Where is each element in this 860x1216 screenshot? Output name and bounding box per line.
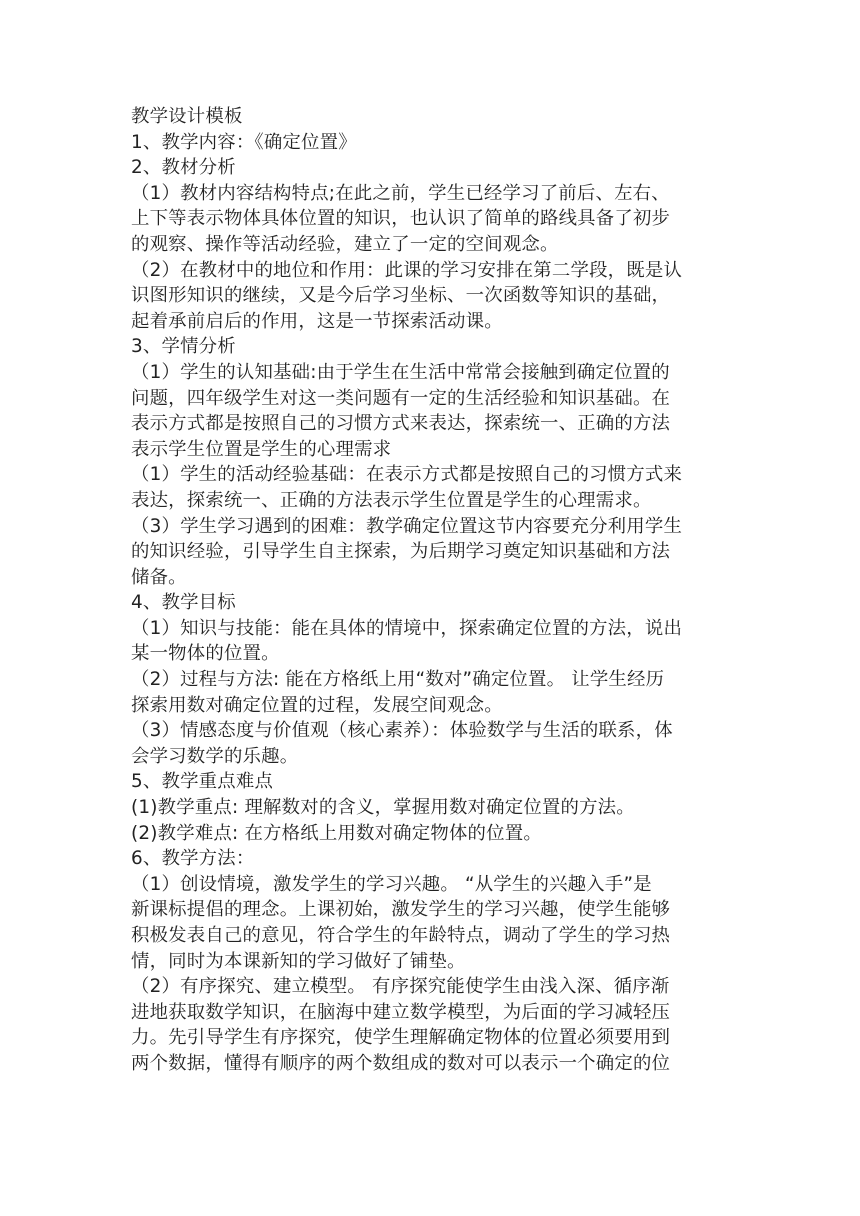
text-line: （1）学生的认知基础:由于学生在生活中常常会接触到确定位置的 xyxy=(131,361,670,383)
text-line: (2)教学难点: 在方格纸上用数对确定物体的位置。 xyxy=(131,822,542,844)
text-line: （2）过程与方法: 能在方格纸上用“数对”确定位置。 让学生经历 xyxy=(131,669,665,691)
text-line: 情，同时为本课新知的学习做好了铺垫。 xyxy=(131,950,466,972)
text-line: 的知识经验，引导学生自主探索，为后期学习奠定知识基础和方法 xyxy=(131,541,671,563)
text-line: 进地获取数学知识，在脑海中建立数学模型，为后面的学习减轻压 xyxy=(131,1001,671,1023)
text-line: 新课标提倡的理念。上课初始，激发学生的学习兴趣，使学生能够 xyxy=(131,899,671,921)
text-line: （1）知识与技能：能在具体的情境中，探索确定位置的方法，说出 xyxy=(131,617,683,639)
text-line: （1）教材内容结构特点;在此之前，学生已经学习了前后、左右、 xyxy=(131,182,670,204)
section-heading-content: 1、教学内容：《确定位置》 xyxy=(131,131,357,153)
text-line: （1）学生的活动经验基础：在表示方式都是按照自己的习惯方式来 xyxy=(131,464,683,486)
section-heading-key-points: 5、教学重点难点 xyxy=(131,771,274,793)
text-line: 两个数据，懂得有顺序的两个数组成的数对可以表示一个确定的位 xyxy=(131,1052,671,1074)
text-line: (1)教学重点: 理解数对的含义，掌握用数对确定位置的方法。 xyxy=(131,797,635,819)
text-line: （2）在教材中的地位和作用：此课的学习安排在第二学段，既是认 xyxy=(131,259,683,281)
text-line: （1）创设情境，激发学生的学习兴趣。 “从学生的兴趣入手”是 xyxy=(131,873,652,895)
text-line: （3）情感态度与价值观（核心素养）：体验数学与生活的联系，体 xyxy=(131,720,673,742)
doc-title: 教学设计模板 xyxy=(131,106,243,127)
text-line: 积极发表自己的意见，符合学生的年龄特点，调动了学生的学习热 xyxy=(131,925,671,946)
text-line: 识图形知识的继续，又是今后学习坐标、一次函数等知识的基础， xyxy=(131,285,671,307)
text-line: 探索用数对确定位置的过程，发展空间观念。 xyxy=(131,694,503,716)
section-heading-methods: 6、教学方法： xyxy=(131,848,255,870)
document-body xyxy=(131,104,741,1077)
text-line: 表示学生位置是学生的心理需求 xyxy=(131,438,392,460)
section-heading-objectives: 4、教学目标 xyxy=(131,592,236,614)
text-line: 会学习数学的乐趣。 xyxy=(131,745,299,767)
text-line: 上下等表示物体具体位置的知识，也认识了简单的路线具备了初步 xyxy=(131,208,671,230)
section-heading-material: 2、教材分析 xyxy=(131,157,236,179)
text-line: 力。先引导学生有序探究，使学生理解确定物体的位置必须要用到 xyxy=(131,1027,671,1049)
text-line: 问题，四年级学生对这一类问题有一定的生活经验和知识基础。在 xyxy=(131,387,671,409)
text-line: 表示方式都是按照自己的习惯方式来表达，探索统一、正确的方法 xyxy=(131,413,671,435)
text-line: （3）学生学习遇到的困难：教学确定位置这节内容要充分利用学生 xyxy=(131,515,683,537)
text-line: 储备。 xyxy=(131,566,187,588)
section-heading-learners: 3、学情分析 xyxy=(131,336,236,358)
text-line: 某一物体的位置。 xyxy=(131,643,280,665)
text-line: 起着承前启后的作用，这是一节探索活动课。 xyxy=(131,310,503,332)
text-line: （2）有序探究、建立模型。 有序探究能使学生由浅入深、循序渐 xyxy=(131,976,670,998)
text-line: 的观察、操作等活动经验，建立了一定的空间观念。 xyxy=(131,233,559,255)
text-line: 表达，探索统一、正确的方法表示学生位置是学生的心理需求。 xyxy=(131,489,652,511)
